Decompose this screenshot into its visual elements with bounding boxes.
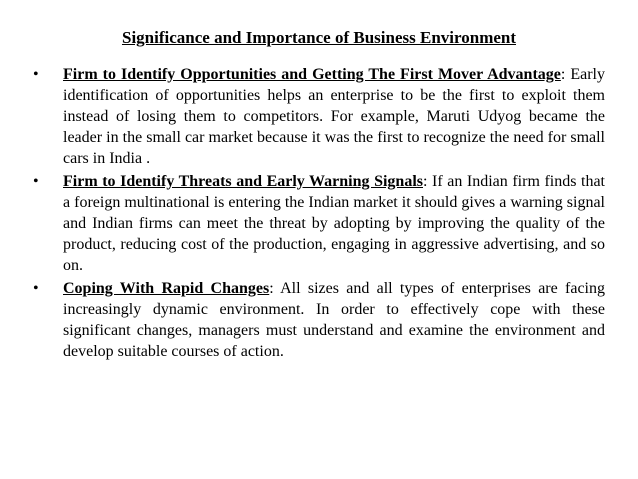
bullet-separator: : — [269, 280, 274, 297]
bullet-term: Firm to Identify Threats and Early Warning Signals — [63, 173, 423, 190]
bullet-list — [33, 64, 605, 364]
bullet-item-rapid-changes — [33, 278, 605, 362]
bullet-separator: : — [423, 173, 428, 190]
bullet-item-opportunities — [33, 64, 605, 169]
bullet-separator: : — [560, 66, 566, 83]
bullet-term: Coping With Rapid Changes — [63, 280, 270, 297]
bullet-item-threats — [33, 171, 605, 276]
slide-title: Significance and Importance of Business Environment — [121, 28, 517, 47]
bullet-text: Early identification of opportunities helps an enterprise to be the first to exploit them instead of losing them to competitors. For example, Maruti Udyog became the leader in the small car market because it was the first to recognize the need for small cars in India . — [63, 66, 605, 167]
bullet-icon: • — [33, 173, 39, 190]
bullet-term: Firm to Identify Opportunities and Getting The First Mover Advantage — [63, 66, 561, 83]
bullet-icon: • — [33, 66, 39, 83]
bullet-text: If an Indian firm finds that a foreign multinational is entering the Indian market it should gives a warning signal and Indian firms can meet the threat by adopting by improving the quality of the product, reducing cost of the production, engaging in aggressive advertising, and so on. — [63, 173, 605, 274]
bullet-icon: • — [33, 280, 39, 297]
bullet-text: All sizes and all types of enterprises are facing increasingly dynamic environment. In order to effectively cope with these significant changes, managers must understand and examine the environment and develop suitable courses of action. — [63, 280, 606, 360]
